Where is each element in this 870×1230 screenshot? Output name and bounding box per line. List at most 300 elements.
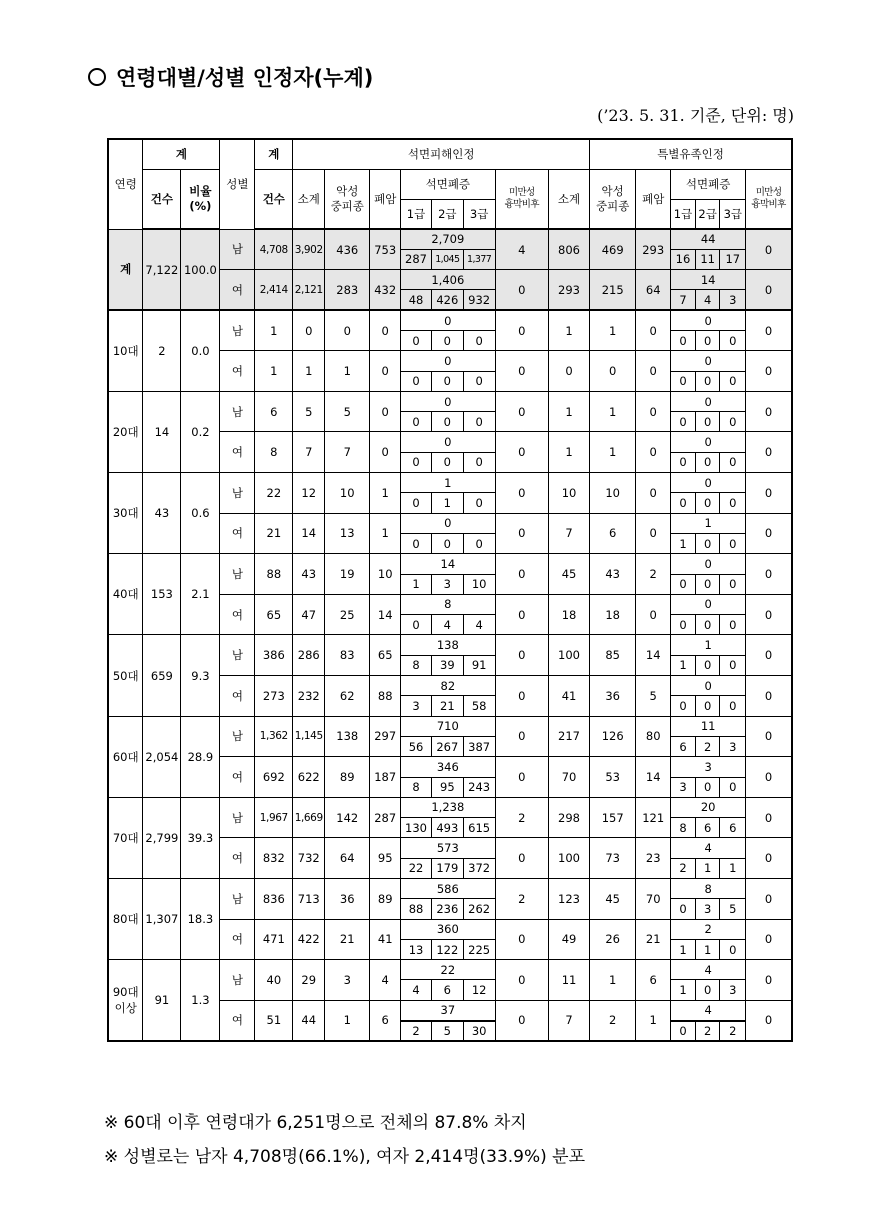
special-diffuse: 0: [746, 960, 792, 1001]
special-meso: 10: [590, 473, 636, 514]
damage-asbestosis-total: 346: [401, 757, 495, 777]
special-subtotal: 0: [548, 351, 589, 392]
damage-asbestosis-total: 138: [401, 635, 495, 655]
damage-grade-2: 0: [431, 452, 463, 472]
damage-diffuse: 0: [495, 960, 548, 1001]
damage-grade-3: 0: [463, 371, 495, 391]
special-grade-2: 0: [695, 696, 720, 716]
damage-diffuse: 0: [495, 757, 548, 798]
row-total: 832: [255, 838, 293, 879]
age-group-count: 43: [143, 473, 181, 554]
age-group-label: 10대: [108, 310, 143, 391]
row-total: 471: [255, 919, 293, 960]
damage-grade-1: 0: [401, 493, 432, 513]
damage-grade-3: 0: [463, 412, 495, 432]
age-group-count: 659: [143, 635, 181, 716]
special-grade-3: 0: [720, 615, 746, 635]
sex-cell: 여: [220, 432, 255, 473]
damage-subtotal: 1,669: [293, 797, 325, 838]
age-group-count: 7,122: [143, 229, 181, 310]
special-diffuse: 0: [746, 919, 792, 960]
special-diffuse: 0: [746, 716, 792, 757]
sex-cell: 여: [220, 270, 255, 311]
special-asbestosis-total: 8: [671, 879, 746, 899]
damage-asbestosis-total: 14: [401, 554, 495, 574]
special-lung: 21: [636, 919, 671, 960]
row-total: 1: [255, 310, 293, 351]
special-grade-2: 0: [695, 574, 720, 594]
damage-subtotal: 44: [293, 1000, 325, 1041]
damage-asbestosis-total: 360: [401, 919, 495, 939]
damage-grade-1: 56: [401, 736, 432, 756]
damage-lung: 1: [370, 473, 401, 514]
row-total: 40: [255, 960, 293, 1001]
special-asbestosis-total: 14: [671, 270, 746, 290]
header-damage: 석면피해인정: [293, 139, 590, 169]
row-total: 51: [255, 1000, 293, 1041]
row-total: 2,414: [255, 270, 293, 311]
special-meso: 215: [590, 270, 636, 311]
special-diffuse: 0: [746, 757, 792, 798]
table-row: [108, 473, 792, 493]
damage-subtotal: 29: [293, 960, 325, 1001]
special-grade-1: 6: [671, 736, 696, 756]
damage-grade-3: 615: [463, 818, 495, 838]
damage-grade-1: 22: [401, 858, 432, 878]
circle-bullet-icon: [88, 68, 106, 86]
damage-asbestosis-total: 82: [401, 676, 495, 696]
special-grade-3: 0: [720, 533, 746, 553]
damage-lung: 287: [370, 797, 401, 838]
special-grade-1: 1: [671, 980, 696, 1000]
special-grade-3: 0: [720, 574, 746, 594]
special-lung: 0: [636, 432, 671, 473]
damage-grade-3: 10: [463, 574, 495, 594]
special-meso: 1: [590, 432, 636, 473]
unit-note: (’23. 5. 31. 기준, 단위: 명): [597, 106, 794, 125]
damage-subtotal: 2,121: [293, 270, 325, 311]
damage-meso: 7: [325, 432, 370, 473]
table-row: [108, 716, 792, 736]
damage-subtotal: 43: [293, 554, 325, 595]
sex-cell: 남: [220, 310, 255, 351]
special-asbestosis-total: 11: [671, 716, 746, 736]
special-grade-1: 0: [671, 371, 696, 391]
special-asbestosis-total: 4: [671, 838, 746, 858]
damage-diffuse: 0: [495, 432, 548, 473]
damage-lung: 65: [370, 635, 401, 676]
damage-diffuse: 0: [495, 838, 548, 879]
special-grade-2: 0: [695, 412, 720, 432]
row-total: 1: [255, 351, 293, 392]
damage-grade-3: 243: [463, 777, 495, 797]
age-group-ratio: 28.9: [181, 716, 220, 797]
damage-subtotal: 1,145: [293, 716, 325, 757]
special-grade-2: 4: [695, 290, 720, 310]
damage-subtotal: 286: [293, 635, 325, 676]
damage-grade-1: 8: [401, 655, 432, 675]
special-diffuse: 0: [746, 351, 792, 392]
damage-diffuse: 0: [495, 919, 548, 960]
header-subtotal: 소계: [293, 169, 325, 229]
special-subtotal: 806: [548, 229, 589, 270]
age-group-label: 50대: [108, 635, 143, 716]
damage-diffuse: 0: [495, 310, 548, 351]
header-g2: 2급: [431, 199, 463, 229]
table-row: [108, 554, 792, 574]
special-grade-3: 0: [720, 939, 746, 959]
special-grade-3: 1: [720, 858, 746, 878]
damage-meso: 36: [325, 879, 370, 920]
special-subtotal: 217: [548, 716, 589, 757]
damage-lung: 10: [370, 554, 401, 595]
special-diffuse: 0: [746, 554, 792, 595]
damage-asbestosis-total: 0: [401, 351, 495, 371]
damage-grade-3: 372: [463, 858, 495, 878]
damage-meso: 10: [325, 473, 370, 514]
special-meso: 85: [590, 635, 636, 676]
age-group-label: 20대: [108, 391, 143, 472]
special-diffuse: 0: [746, 391, 792, 432]
header-diffuse2: 미만성 흉막비후: [746, 169, 792, 229]
damage-meso: 5: [325, 391, 370, 432]
special-subtotal: 1: [548, 391, 589, 432]
sex-cell: 여: [220, 676, 255, 717]
special-grade-1: 1: [671, 533, 696, 553]
damage-grade-1: 0: [401, 371, 432, 391]
age-group-ratio: 2.1: [181, 554, 220, 635]
damage-asbestosis-total: 2,709: [401, 229, 495, 249]
damage-subtotal: 14: [293, 513, 325, 554]
special-asbestosis-total: 4: [671, 960, 746, 980]
header-asbestosis: 석면폐증: [401, 169, 495, 199]
special-grade-2: 0: [695, 655, 720, 675]
age-group-ratio: 0.0: [181, 310, 220, 391]
special-diffuse: 0: [746, 838, 792, 879]
row-total: 22: [255, 473, 293, 514]
special-asbestosis-total: 0: [671, 676, 746, 696]
special-meso: 157: [590, 797, 636, 838]
special-diffuse: 0: [746, 676, 792, 717]
damage-grade-1: 2: [401, 1021, 432, 1041]
special-grade-2: 2: [695, 1021, 720, 1041]
special-subtotal: 10: [548, 473, 589, 514]
damage-diffuse: 0: [495, 513, 548, 554]
section-title: [88, 62, 373, 92]
damage-asbestosis-total: 0: [401, 391, 495, 411]
damage-meso: 25: [325, 594, 370, 635]
damage-grade-1: 0: [401, 615, 432, 635]
special-lung: 64: [636, 270, 671, 311]
special-lung: 5: [636, 676, 671, 717]
damage-meso: 142: [325, 797, 370, 838]
special-lung: 0: [636, 594, 671, 635]
damage-grade-2: 21: [431, 696, 463, 716]
special-grade-3: 5: [720, 899, 746, 919]
sex-cell: 여: [220, 919, 255, 960]
age-group-ratio: 0.6: [181, 473, 220, 554]
damage-asbestosis-total: 22: [401, 960, 495, 980]
damage-grade-2: 5: [431, 1021, 463, 1041]
damage-meso: 19: [325, 554, 370, 595]
damage-grade-3: 262: [463, 899, 495, 919]
header-g2b: 2급: [695, 199, 720, 229]
damage-subtotal: 0: [293, 310, 325, 351]
special-meso: 2: [590, 1000, 636, 1041]
header-ratio: 비율 (%): [181, 169, 220, 229]
special-grade-2: 3: [695, 899, 720, 919]
damage-asbestosis-total: 0: [401, 310, 495, 330]
special-diffuse: 0: [746, 432, 792, 473]
special-lung: 0: [636, 310, 671, 351]
age-group-label: 60대: [108, 716, 143, 797]
special-subtotal: 100: [548, 635, 589, 676]
special-grade-2: 0: [695, 452, 720, 472]
damage-meso: 64: [325, 838, 370, 879]
damage-grade-2: 179: [431, 858, 463, 878]
sex-cell: 남: [220, 391, 255, 432]
special-lung: 14: [636, 635, 671, 676]
damage-diffuse: 0: [495, 676, 548, 717]
special-grade-2: 0: [695, 980, 720, 1000]
special-grade-1: 7: [671, 290, 696, 310]
table-row: [108, 960, 792, 980]
header-lung2: 폐암: [636, 169, 671, 229]
damage-grade-2: 493: [431, 818, 463, 838]
special-meso: 45: [590, 879, 636, 920]
damage-grade-2: 4: [431, 615, 463, 635]
damage-subtotal: 232: [293, 676, 325, 717]
header-count: 건수: [143, 169, 181, 229]
damage-meso: 0: [325, 310, 370, 351]
damage-grade-2: 267: [431, 736, 463, 756]
special-grade-3: 0: [720, 777, 746, 797]
special-grade-1: 16: [671, 249, 696, 269]
damage-grade-3: 0: [463, 533, 495, 553]
age-group-label: 70대: [108, 797, 143, 878]
special-subtotal: 123: [548, 879, 589, 920]
special-subtotal: 41: [548, 676, 589, 717]
damage-grade-3: 932: [463, 290, 495, 310]
table-row: [108, 879, 792, 899]
age-group-count: 153: [143, 554, 181, 635]
special-grade-3: 6: [720, 818, 746, 838]
damage-subtotal: 12: [293, 473, 325, 514]
special-grade-2: 2: [695, 736, 720, 756]
table-row: [108, 310, 792, 330]
sex-cell: 남: [220, 473, 255, 514]
damage-grade-2: 3: [431, 574, 463, 594]
damage-lung: 14: [370, 594, 401, 635]
header-sex: 성별: [220, 139, 255, 229]
special-grade-3: 0: [720, 371, 746, 391]
damage-grade-3: 91: [463, 655, 495, 675]
special-meso: 36: [590, 676, 636, 717]
age-group-label: 계: [108, 229, 143, 310]
special-diffuse: 0: [746, 879, 792, 920]
damage-subtotal: 713: [293, 879, 325, 920]
sex-cell: 남: [220, 879, 255, 920]
special-grade-1: 0: [671, 899, 696, 919]
special-asbestosis-total: 0: [671, 594, 746, 614]
special-asbestosis-total: 0: [671, 554, 746, 574]
damage-diffuse: 0: [495, 351, 548, 392]
age-group-count: 1,307: [143, 879, 181, 960]
special-meso: 1: [590, 391, 636, 432]
sex-cell: 여: [220, 594, 255, 635]
damage-grade-2: 39: [431, 655, 463, 675]
age-group-label: 80대: [108, 879, 143, 960]
special-grade-3: 2: [720, 1021, 746, 1041]
damage-asbestosis-total: 1,406: [401, 270, 495, 290]
special-subtotal: 45: [548, 554, 589, 595]
special-asbestosis-total: 3: [671, 757, 746, 777]
row-total: 4,708: [255, 229, 293, 270]
special-lung: 14: [636, 757, 671, 798]
damage-diffuse: 2: [495, 797, 548, 838]
special-asbestosis-total: 2: [671, 919, 746, 939]
special-lung: 0: [636, 391, 671, 432]
age-group-ratio: 39.3: [181, 797, 220, 878]
sex-cell: 남: [220, 716, 255, 757]
damage-diffuse: 0: [495, 391, 548, 432]
damage-diffuse: 0: [495, 594, 548, 635]
special-grade-3: 0: [720, 452, 746, 472]
header-special: 특별유족인정: [590, 139, 792, 169]
special-grade-2: 1: [695, 939, 720, 959]
damage-lung: 6: [370, 1000, 401, 1041]
header-age: 연령: [108, 139, 143, 229]
sex-cell: 남: [220, 797, 255, 838]
damage-grade-3: 4: [463, 615, 495, 635]
special-subtotal: 293: [548, 270, 589, 311]
special-grade-2: 0: [695, 777, 720, 797]
damage-asbestosis-total: 1,238: [401, 797, 495, 817]
special-meso: 0: [590, 351, 636, 392]
damage-lung: 1: [370, 513, 401, 554]
damage-grade-3: 387: [463, 736, 495, 756]
damage-grade-3: 1,377: [463, 249, 495, 269]
special-grade-1: 2: [671, 858, 696, 878]
damage-grade-3: 12: [463, 980, 495, 1000]
special-subtotal: 49: [548, 919, 589, 960]
damage-grade-1: 8: [401, 777, 432, 797]
damage-subtotal: 5: [293, 391, 325, 432]
special-lung: 293: [636, 229, 671, 270]
special-lung: 23: [636, 838, 671, 879]
header-total2: 계: [255, 139, 293, 169]
special-grade-3: 0: [720, 493, 746, 513]
row-total: 88: [255, 554, 293, 595]
special-grade-1: 1: [671, 939, 696, 959]
special-lung: 0: [636, 513, 671, 554]
special-asbestosis-total: 0: [671, 473, 746, 493]
sex-cell: 남: [220, 554, 255, 595]
special-asbestosis-total: 1: [671, 513, 746, 533]
special-asbestosis-total: 4: [671, 1000, 746, 1020]
table-body: [108, 229, 792, 1041]
damage-grade-1: 0: [401, 452, 432, 472]
special-asbestosis-total: 0: [671, 391, 746, 411]
damage-grade-3: 225: [463, 939, 495, 959]
damage-meso: 138: [325, 716, 370, 757]
special-grade-3: 0: [720, 655, 746, 675]
special-diffuse: 0: [746, 1000, 792, 1041]
age-group-ratio: 1.3: [181, 960, 220, 1041]
special-lung: 0: [636, 351, 671, 392]
damage-grade-1: 130: [401, 818, 432, 838]
special-meso: 1: [590, 960, 636, 1001]
damage-grade-2: 0: [431, 330, 463, 350]
special-grade-2: 0: [695, 533, 720, 553]
special-grade-2: 0: [695, 371, 720, 391]
row-total: 1,967: [255, 797, 293, 838]
damage-grade-1: 13: [401, 939, 432, 959]
damage-lung: 4: [370, 960, 401, 1001]
row-total: 21: [255, 513, 293, 554]
table-row: [108, 229, 792, 249]
special-diffuse: 0: [746, 473, 792, 514]
damage-meso: 1: [325, 1000, 370, 1041]
special-asbestosis-total: 0: [671, 351, 746, 371]
header-diffuse: 미만성 흉막비후: [495, 169, 548, 229]
special-grade-2: 0: [695, 615, 720, 635]
age-group-label: 90대 이상: [108, 960, 143, 1041]
special-lung: 0: [636, 473, 671, 514]
special-grade-2: 11: [695, 249, 720, 269]
age-group-ratio: 18.3: [181, 879, 220, 960]
row-total: 65: [255, 594, 293, 635]
damage-meso: 89: [325, 757, 370, 798]
sex-cell: 여: [220, 838, 255, 879]
damage-diffuse: 0: [495, 716, 548, 757]
damage-grade-2: 122: [431, 939, 463, 959]
damage-lung: 432: [370, 270, 401, 311]
damage-meso: 1: [325, 351, 370, 392]
damage-grade-1: 48: [401, 290, 432, 310]
special-subtotal: 100: [548, 838, 589, 879]
special-subtotal: 70: [548, 757, 589, 798]
damage-lung: 95: [370, 838, 401, 879]
age-group-count: 2,799: [143, 797, 181, 878]
special-grade-3: 17: [720, 249, 746, 269]
special-meso: 18: [590, 594, 636, 635]
special-grade-1: 0: [671, 696, 696, 716]
special-lung: 6: [636, 960, 671, 1001]
special-grade-3: 3: [720, 980, 746, 1000]
damage-lung: 88: [370, 676, 401, 717]
damage-asbestosis-total: 1: [401, 473, 495, 493]
damage-lung: 187: [370, 757, 401, 798]
damage-diffuse: 0: [495, 554, 548, 595]
special-grade-3: 0: [720, 412, 746, 432]
table-row: [108, 635, 792, 655]
age-group-label: 40대: [108, 554, 143, 635]
special-meso: 26: [590, 919, 636, 960]
special-diffuse: 0: [746, 635, 792, 676]
header-g1: 1급: [401, 199, 432, 229]
damage-grade-1: 0: [401, 330, 432, 350]
header-meso: 악성 중피종: [325, 169, 370, 229]
age-group-count: 2: [143, 310, 181, 391]
age-group-count: 91: [143, 960, 181, 1041]
damage-subtotal: 7: [293, 432, 325, 473]
damage-meso: 283: [325, 270, 370, 311]
damage-diffuse: 2: [495, 879, 548, 920]
special-meso: 53: [590, 757, 636, 798]
sex-cell: 여: [220, 757, 255, 798]
damage-grade-2: 0: [431, 533, 463, 553]
